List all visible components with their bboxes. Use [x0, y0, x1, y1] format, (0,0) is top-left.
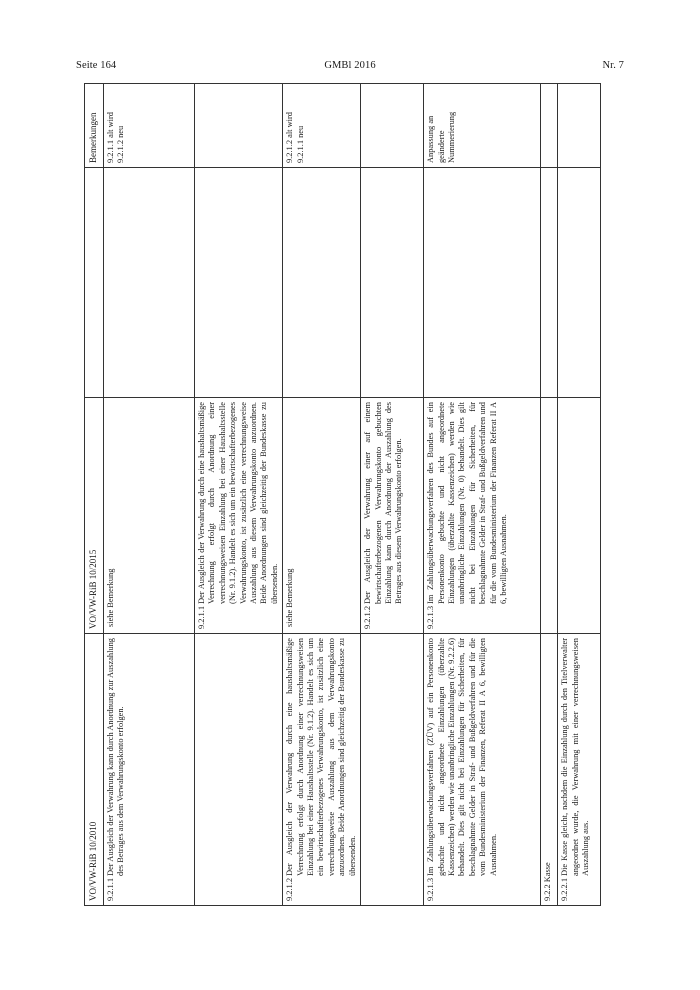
cell-blank — [195, 168, 283, 398]
table-row — [361, 84, 424, 906]
cell-old — [195, 634, 283, 906]
table-row — [195, 84, 283, 906]
cell-blank — [104, 168, 195, 398]
cell-blank — [541, 168, 558, 398]
cell-old — [283, 634, 361, 906]
cell-blank — [361, 168, 424, 398]
cell-new — [104, 398, 195, 634]
cell-remark — [195, 84, 283, 168]
section-text: Der Ausgleich der Verwahrung durch eine haushaltsmäßige Verrechnung erfolgt durch Anordnung einer verrechnungsweisen Einzahlung bei einer Haushaltsstelle (Nr. 9.1.2). Handelt es sich um ein bewirtschafterbezogenes Verwahrungskonto, ist zusätzlich eine verrechnungsweise Auszahlung aus diesem Verwahrungskonto anzuordnen. Beide Anordnungen sind gleichzeitig der Bundeskasse zu übersenden. — [197, 402, 279, 604]
section-text: siehe Bemerkung — [285, 568, 295, 627]
cell-new — [361, 398, 424, 634]
table-row — [104, 84, 195, 906]
section-text: Die Kasse gleicht, nachdem die Einzahlung durch den Titelverwalter angeordnet wurde, die Verwahrung mit einer verrechnungsweisen Auszahlung aus. — [560, 638, 590, 876]
section-text: siehe Bemerkung — [106, 568, 115, 627]
comparison-table-rotated — [84, 84, 590, 906]
section-text: Der Ausgleich der Verwahrung durch eine haushaltsmäßige Verrechnung erfolgt durch Anordnung einer verrechnungsweisen Einzahlung bei einer Haushaltsstelle (Nr. 9.1.2). Handelt es sich um ein bewirtschafterbezogenes Verwahrungskonto, ist zusätzlich eine verrechnungsweise Auszahlung aus dem Verwahrungskonto anzuordnen. Beide Anordnungen sind gleichzeitig der Bundeskasse zu übersenden. — [285, 638, 357, 876]
header-remarks: Bemerkungen — [85, 84, 104, 168]
section-text: Kasse — [543, 862, 553, 883]
cell-remark — [558, 84, 601, 168]
cell-new — [558, 398, 601, 634]
cell-new — [541, 398, 558, 634]
table-row — [424, 84, 541, 906]
comparison-table — [84, 83, 601, 906]
cell-blank — [283, 168, 361, 398]
section-text: Im Zahlungsüberwachungsverfahren des Bundes auf ein Personenkonto gebuchte und nicht angeordnete Einzahlungen (überzahlte Kassenzeichen) werden wie unanbringliche Einzahlungen (Nr. 0) behandelt. Dies gilt nicht bei Einzahlungen für Sicherheiten, für beschlagnahmte Gelder in Straf- und Bußgeldverfahren und für die vom Bundesministerium der Finanzen Referat II A 6, bewilligten Ausnahmen. — [426, 402, 508, 604]
section-number: 9.2.1.1 — [197, 605, 206, 629]
table-row — [283, 84, 361, 906]
cell-old — [424, 634, 541, 906]
header-old-version: VO/VW-RiB 10/2010 — [85, 634, 104, 906]
journal-title: GMBl 2016 — [324, 60, 376, 71]
cell-remark: 9.2.1.1 alt wird 9.2.1.2 neu — [104, 84, 195, 168]
section-text: Der Ausgleich der Verwahrung einer auf einem bewirtschafterbezogenen Verwahrungskonto gebuchten Einzahlung kann durch Anordnung der Auszahlung des Betrages aus diesem Verwahrungskonto erfolgen. — [363, 402, 404, 604]
issue-number: Nr. 7 — [602, 60, 624, 71]
cell-blank — [424, 168, 541, 398]
table-row — [558, 84, 601, 906]
table-row — [541, 84, 558, 906]
cell-old — [558, 634, 601, 906]
cell-remark: Anpassung an geänderte Nummerierung — [424, 84, 541, 168]
cell-blank — [558, 168, 601, 398]
table-header-row — [85, 84, 104, 906]
cell-remark: 9.2.1.2 alt wird 9.2.1.1 neu — [283, 84, 361, 168]
page-number: Seite 164 — [76, 60, 117, 71]
section-number: 9.2.2 — [543, 884, 553, 901]
section-number — [106, 627, 116, 629]
section-number: 9.2.1.1 — [106, 877, 115, 901]
section-number — [285, 627, 295, 629]
section-text: Der Ausgleich der Verwahrung kann durch Anordnung zur Auszahlung des Betrages aus dem Verwahrungskonto erfolgen. — [106, 638, 126, 876]
cell-old — [541, 634, 558, 906]
header-new-version: VO/VW-RiB 10/2015 — [85, 398, 104, 634]
section-number: 9.2.1.3 — [426, 877, 436, 901]
header-blank — [85, 168, 104, 398]
cell-new — [283, 398, 361, 634]
cell-old — [361, 634, 424, 906]
cell-new — [424, 398, 541, 634]
section-number: 9.2.1.3 — [426, 605, 436, 629]
cell-old — [104, 634, 195, 906]
cell-remark — [541, 84, 558, 168]
section-number: 9.2.1.2 — [363, 605, 373, 629]
section-text: Im Zahlungsüberwachungsverfahren (ZÜV) auf ein Personenkonto gebuchte und nicht angeordnete Einzahlungen (überzahlte Kassenzeichen) werden wie unanbringliche Einzahlungen (Nr. 9.2.2.6) behandelt. Dies gilt nicht bei Einzahlungen für Sicherheiten, für beschlagnahmte Gelder in Straf- und Bußgeldverfahren und für die vom Bundesministerium der Finanzen, Referat II A 6, bewilligten Ausnahmen. — [426, 638, 498, 876]
section-number: 9.2.2.1 — [560, 877, 570, 901]
cell-remark — [361, 84, 424, 168]
cell-new — [195, 398, 283, 634]
section-number: 9.2.1.2 — [285, 877, 295, 901]
